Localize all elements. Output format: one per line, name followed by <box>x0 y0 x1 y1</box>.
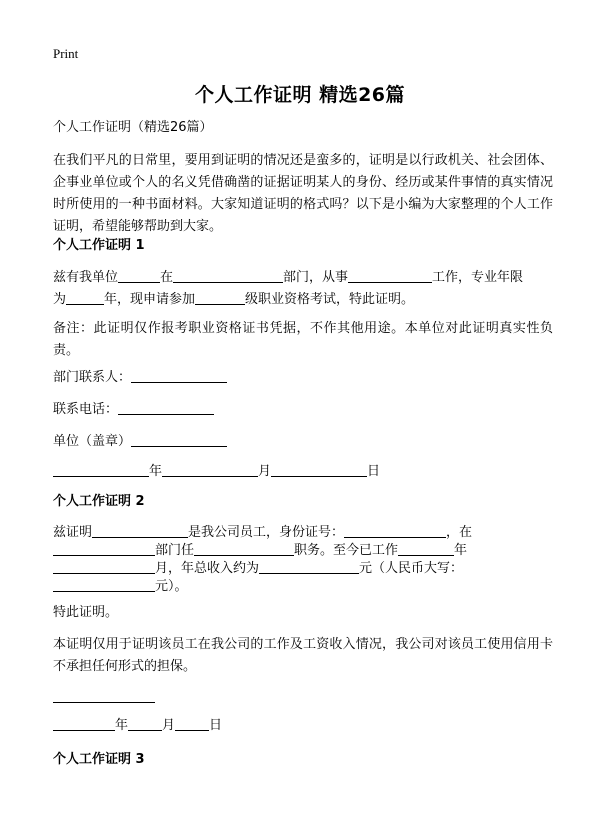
text: 月，年总收入约为 <box>155 561 260 576</box>
blank-id-number <box>344 523 446 538</box>
blank-month <box>128 716 162 731</box>
section-2-line-4 <box>53 575 188 594</box>
text: 年 <box>454 543 468 558</box>
text: 在 <box>160 270 174 285</box>
text: 年，现申请参加 <box>104 292 196 307</box>
print-link[interactable]: Print <box>53 46 79 61</box>
section-1-date <box>53 460 380 479</box>
seal-row <box>53 430 227 449</box>
text: 兹有我单位 <box>53 270 119 285</box>
text: 兹证明 <box>53 525 93 540</box>
section-2-line-1 <box>53 521 472 540</box>
text: 部门，从事 <box>283 270 349 285</box>
blank-department <box>173 268 283 283</box>
text: ，在 <box>446 525 473 540</box>
page-title: 个人工作证明 精选26篇 <box>194 84 406 106</box>
blank-year <box>53 716 115 731</box>
section-1-note: 备注：此证明仅作报考职业资格证书凭据，不作其他用途。本单位对此证明真实性负责。 <box>53 321 553 358</box>
blank-year <box>53 462 149 477</box>
section-3-heading: 个人工作证明 3 <box>53 752 145 767</box>
blank-months <box>53 559 155 574</box>
blank-position <box>194 541 294 556</box>
blank-unit <box>118 268 160 283</box>
text: 部门任 <box>155 543 195 558</box>
blank-contact <box>131 368 227 383</box>
section-2-heading: 个人工作证明 2 <box>53 494 145 509</box>
blank-income <box>259 559 359 574</box>
section-2-date <box>53 714 222 733</box>
intro-paragraph: 在我们平凡的日常里，要用到证明的情况还是蛮多的，证明是以行政机关、社会团体、企事业单位或个人的名义凭借确凿的证据证明某人的身份、经历或某件事情的真实情况时所使用的一种书面材料。大家知道证明的格式吗？以下是小编为大家整理的个人工作证明，希望能够帮助到大家。 <box>53 153 553 234</box>
section-1-heading: 个人工作证明 1 <box>53 238 145 253</box>
text: 为 <box>53 292 67 307</box>
month-label: 月 <box>258 464 272 479</box>
blank-month <box>162 462 258 477</box>
blank-signature <box>53 688 155 703</box>
text: 元）。 <box>155 579 188 594</box>
blank-day <box>271 462 367 477</box>
subtitle: 个人工作证明（精选26篇） <box>53 120 213 135</box>
text: 工作，专业年限 <box>432 270 524 285</box>
year-label: 年 <box>149 464 163 479</box>
disclaimer-paragraph: 本证明仅用于证明该员工在我公司的工作及工资收入情况，我公司对该员工使用信用卡不承担任何形式的担保。 <box>53 637 553 674</box>
section-1-line-2 <box>53 288 414 307</box>
blank-level <box>195 290 245 305</box>
seal-label: 单位（盖章） <box>53 434 132 449</box>
blank-years <box>398 541 454 556</box>
text: 元（人民币大写： <box>359 561 464 576</box>
blank-day <box>175 716 209 731</box>
signature-row <box>53 688 155 705</box>
section-2-line-3 <box>53 557 463 576</box>
blank-department <box>53 541 155 556</box>
phone-label: 联系电话： <box>53 402 119 417</box>
month-label: 月 <box>162 718 176 733</box>
blank-seal <box>131 432 227 447</box>
text: 级职业资格考试，特此证明。 <box>245 292 415 307</box>
phone-row <box>53 398 214 417</box>
contact-row <box>53 366 227 385</box>
blank-years <box>66 290 104 305</box>
section-2-line-2 <box>53 539 467 558</box>
day-label: 日 <box>367 464 381 479</box>
day-label: 日 <box>209 718 223 733</box>
text: 是我公司员工，身份证号： <box>188 525 345 540</box>
section-1-line-1 <box>53 266 523 285</box>
text: 职务。至今已工作 <box>294 543 399 558</box>
blank-phone <box>118 400 214 415</box>
blank-employee <box>92 523 188 538</box>
year-label: 年 <box>115 718 129 733</box>
certify-text: 特此证明。 <box>53 605 119 620</box>
contact-label: 部门联系人： <box>53 370 132 385</box>
blank-job <box>348 268 432 283</box>
blank-income-words <box>53 577 155 592</box>
